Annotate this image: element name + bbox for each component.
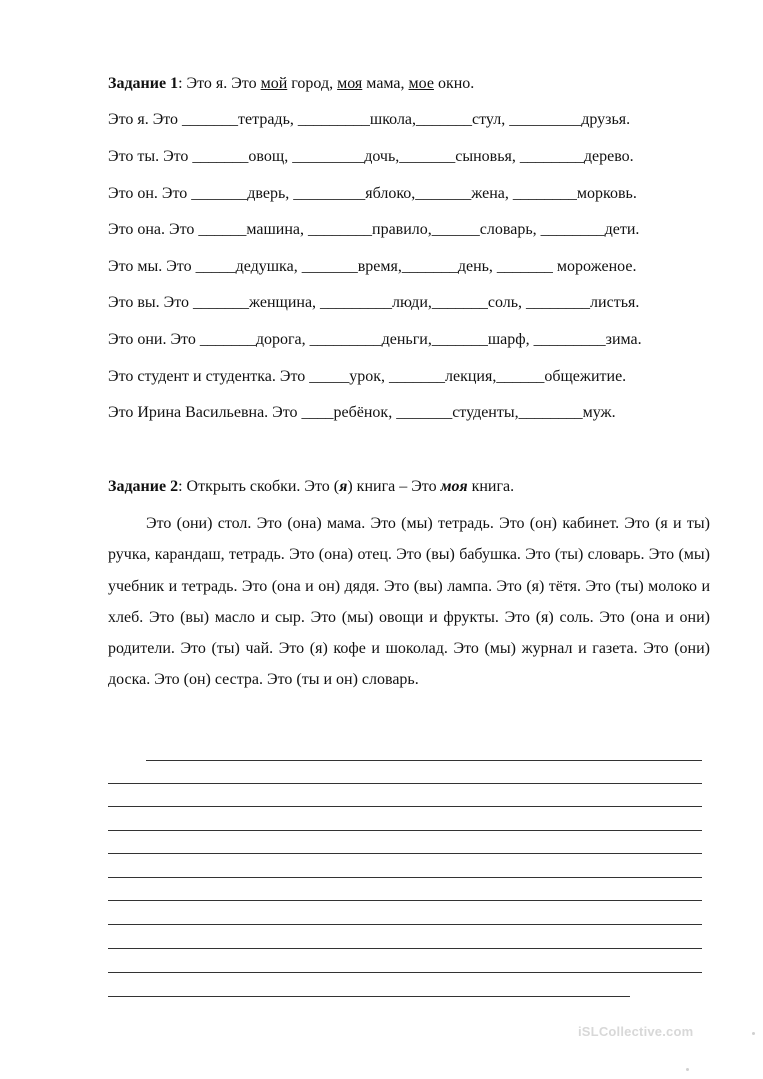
example-text-3: окно.	[433, 75, 475, 92]
writing-line	[108, 877, 702, 878]
writing-line	[108, 853, 702, 854]
task1-line: Это студент и студентка. Это _____урок, _______лекция,______общежитие.	[108, 368, 627, 385]
task1-line: Это ты. Это _______овощ, _________дочь,_______сыновья, ________дерево.	[108, 148, 634, 165]
task2-title-text-2: ) книга – Это	[347, 478, 441, 495]
task2-title-text-3: книга.	[467, 478, 515, 495]
task1-line: Это вы. Это _______женщина, _________люди,_______соль, ________листья.	[108, 294, 640, 311]
task1-line: Это он. Это _______дверь, _________яблоко,_______жена, ________морковь.	[108, 185, 637, 202]
writing-line	[108, 830, 702, 831]
example-text-1: город,	[287, 75, 338, 92]
writing-line	[108, 900, 702, 901]
writing-line	[146, 760, 702, 761]
writing-line	[108, 924, 702, 925]
islcollective-watermark: iSLCollective.com	[578, 1024, 694, 1039]
example-word-moi: мой	[260, 75, 288, 92]
writing-line	[108, 948, 702, 949]
task2-label: Задание 2	[108, 478, 179, 495]
task1-line: Это она. Это ______машина, ________правило,______словарь, ________дети.	[108, 221, 640, 238]
task2-example-moya: моя	[440, 478, 468, 495]
task2-paragraph: Это (они) стол. Это (она) мама. Это (мы) тетрадь. Это (он) кабинет. Это (я и ты) ручка, карандаш, тетрадь. Это (она) отец. Это (вы) бабушка. Это (ты) словарь. Это (мы) учебник и тетрадь. Это (она и он) дядя. Это (вы) лампа. Это (я) тётя. Это (ты) молоко и хлеб. Это (вы) масло и сыр. Это (мы) овощи и фрукты. Это (я) соль. Это (она и они) родители. Это (ты) чай. Это (я) кофе и шоколад. Это (мы) журнал и газета. Это (они) доска. Это (он) сестра. Это (ты и он) словарь.	[108, 515, 710, 689]
watermark-dot	[686, 1068, 689, 1071]
writing-line	[108, 972, 702, 973]
writing-line	[108, 783, 702, 784]
task1-line: Это я. Это _______тетрадь, _________школа,_______стул, _________друзья.	[108, 111, 631, 128]
task1-line: Это они. Это _______дорога, _________деньги,_______шарф, _________зима.	[108, 331, 642, 348]
task2-title	[108, 477, 728, 497]
example-word-moya: моя	[337, 75, 363, 92]
task1-label: Задание 1	[108, 75, 179, 92]
task1-title-text: : Это я. Это	[178, 75, 261, 92]
writing-line	[108, 806, 702, 807]
task1-title	[108, 74, 728, 94]
task1-line: Это мы. Это _____дедушка, _______время,_______день, _______ мороженое.	[108, 258, 637, 275]
example-text-2: мама,	[362, 75, 409, 92]
task1-line: Это Ирина Васильевна. Это ____ребёнок, _______студенты,________муж.	[108, 404, 616, 421]
task2-example-ya: я	[339, 478, 348, 495]
writing-line	[108, 996, 630, 997]
example-word-moe: мое	[408, 75, 434, 92]
task2-title-text-1: : Открыть скобки. Это (	[178, 478, 340, 495]
watermark-dot	[752, 1032, 755, 1035]
